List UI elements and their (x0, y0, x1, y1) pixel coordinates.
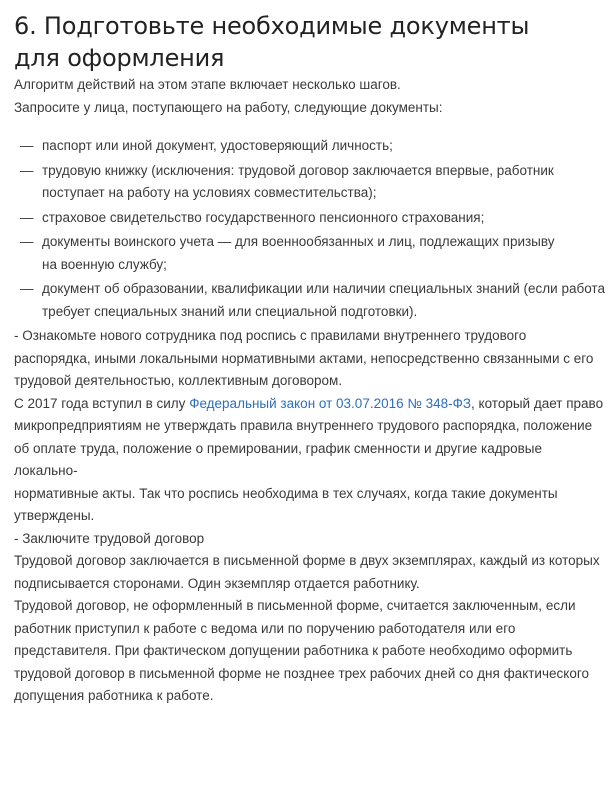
familiarize-paragraph (14, 325, 608, 393)
dash-bullet: — (20, 281, 34, 296)
contract-form-paragraph (14, 550, 608, 595)
list-item-text-continued: на военную службу; (42, 256, 167, 272)
familiarize-line-1: - Ознакомьте нового сотрудника под роспись с правилами внутреннего трудового (14, 328, 527, 343)
dash-bullet: — (20, 138, 34, 153)
list-item (14, 207, 608, 230)
list-item-text-continued: требует специальных знаний или специальной подготовки). (42, 303, 418, 319)
familiarize-line-2: распорядка, иными локальными нормативными актами, непосредственно связанными с его (14, 350, 594, 366)
contract-step-paragraph: - Заключите трудовой договор (14, 530, 205, 546)
law-note-paragraph (14, 393, 608, 528)
contract-oral-line-5: допущения работника к работе. (14, 688, 214, 703)
list-item-text-continued: поступает на работу на условиях совместительства); (42, 185, 377, 200)
list-item-text: трудовую книжку (исключения: трудовой договор заключается впервые, работник (42, 162, 554, 178)
contract-form-line-2: подписывается сторонами. Один экземпляр отдается работнику. (14, 575, 420, 591)
article-body (14, 10, 608, 708)
law-note-line-5: утверждены. (14, 508, 95, 523)
heading-line-2: для оформления (14, 44, 225, 72)
list-item-text: документ об образовании, квалификации или наличии специальных знаний (если работа (42, 281, 605, 296)
dash-bullet: — (20, 209, 34, 225)
contract-form-line-1: Трудовой договор заключается в письменной форме в двух экземплярах, каждый из которых (14, 553, 600, 568)
law-note-prefix: С 2017 года вступил в силу (14, 395, 190, 411)
contract-oral-paragraph (14, 595, 608, 708)
section-heading (14, 10, 608, 74)
dash-bullet: — (20, 234, 34, 249)
contract-oral-line-4: трудовой договор в письменной форме не позднее трех рабочих дней со дня фактического (14, 665, 589, 681)
law-note-line-2: микропредприятиям не утверждать правила внутреннего трудового распорядка, положение (14, 418, 593, 433)
list-item (14, 160, 608, 205)
intro-paragraph: Алгоритм действий на этом этапе включает несколько шагов. (14, 77, 401, 92)
familiarize-line-3: трудовой деятельностью, коллективным договором. (14, 373, 343, 388)
list-item (14, 278, 608, 323)
contract-oral-line-3: представителя. При фактическом допущении работника к работе необходимо оформить (14, 643, 573, 658)
document-list (14, 135, 608, 323)
list-item-text: страховое свидетельство государственного пенсионного страхования; (42, 209, 485, 225)
list-item (14, 135, 608, 158)
law-note-suffix: , который дает право (471, 395, 604, 411)
law-note-line-3: об оплате труда, положение о премировании, график сменности и другие кадровые локально- (14, 440, 543, 478)
request-paragraph: Запросите у лица, поступающего на работу, следующие документы: (14, 99, 443, 115)
contract-oral-line-1: Трудовой договор, не оформленный в письменной форме, считается заключенным, если (14, 598, 576, 613)
heading-line-1: 6. Подготовьте необходимые документы (14, 12, 530, 40)
law-note-line-4: нормативные акты. Так что роспись необходима в тех случаях, когда такие документы (14, 485, 558, 501)
list-item (14, 231, 608, 276)
contract-oral-line-2: работник приступил к работе с ведома или по поручению работодателя или его (14, 620, 516, 636)
dash-bullet: — (20, 162, 34, 178)
federal-law-link[interactable]: Федеральный закон от 03.07.2016 № 348-ФЗ (189, 395, 472, 411)
list-item-text: документы воинского учета — для военнообязанных и лиц, подлежащих призыву (42, 234, 555, 249)
list-item-text: паспорт или иной документ, удостоверяющий личность; (42, 138, 393, 153)
